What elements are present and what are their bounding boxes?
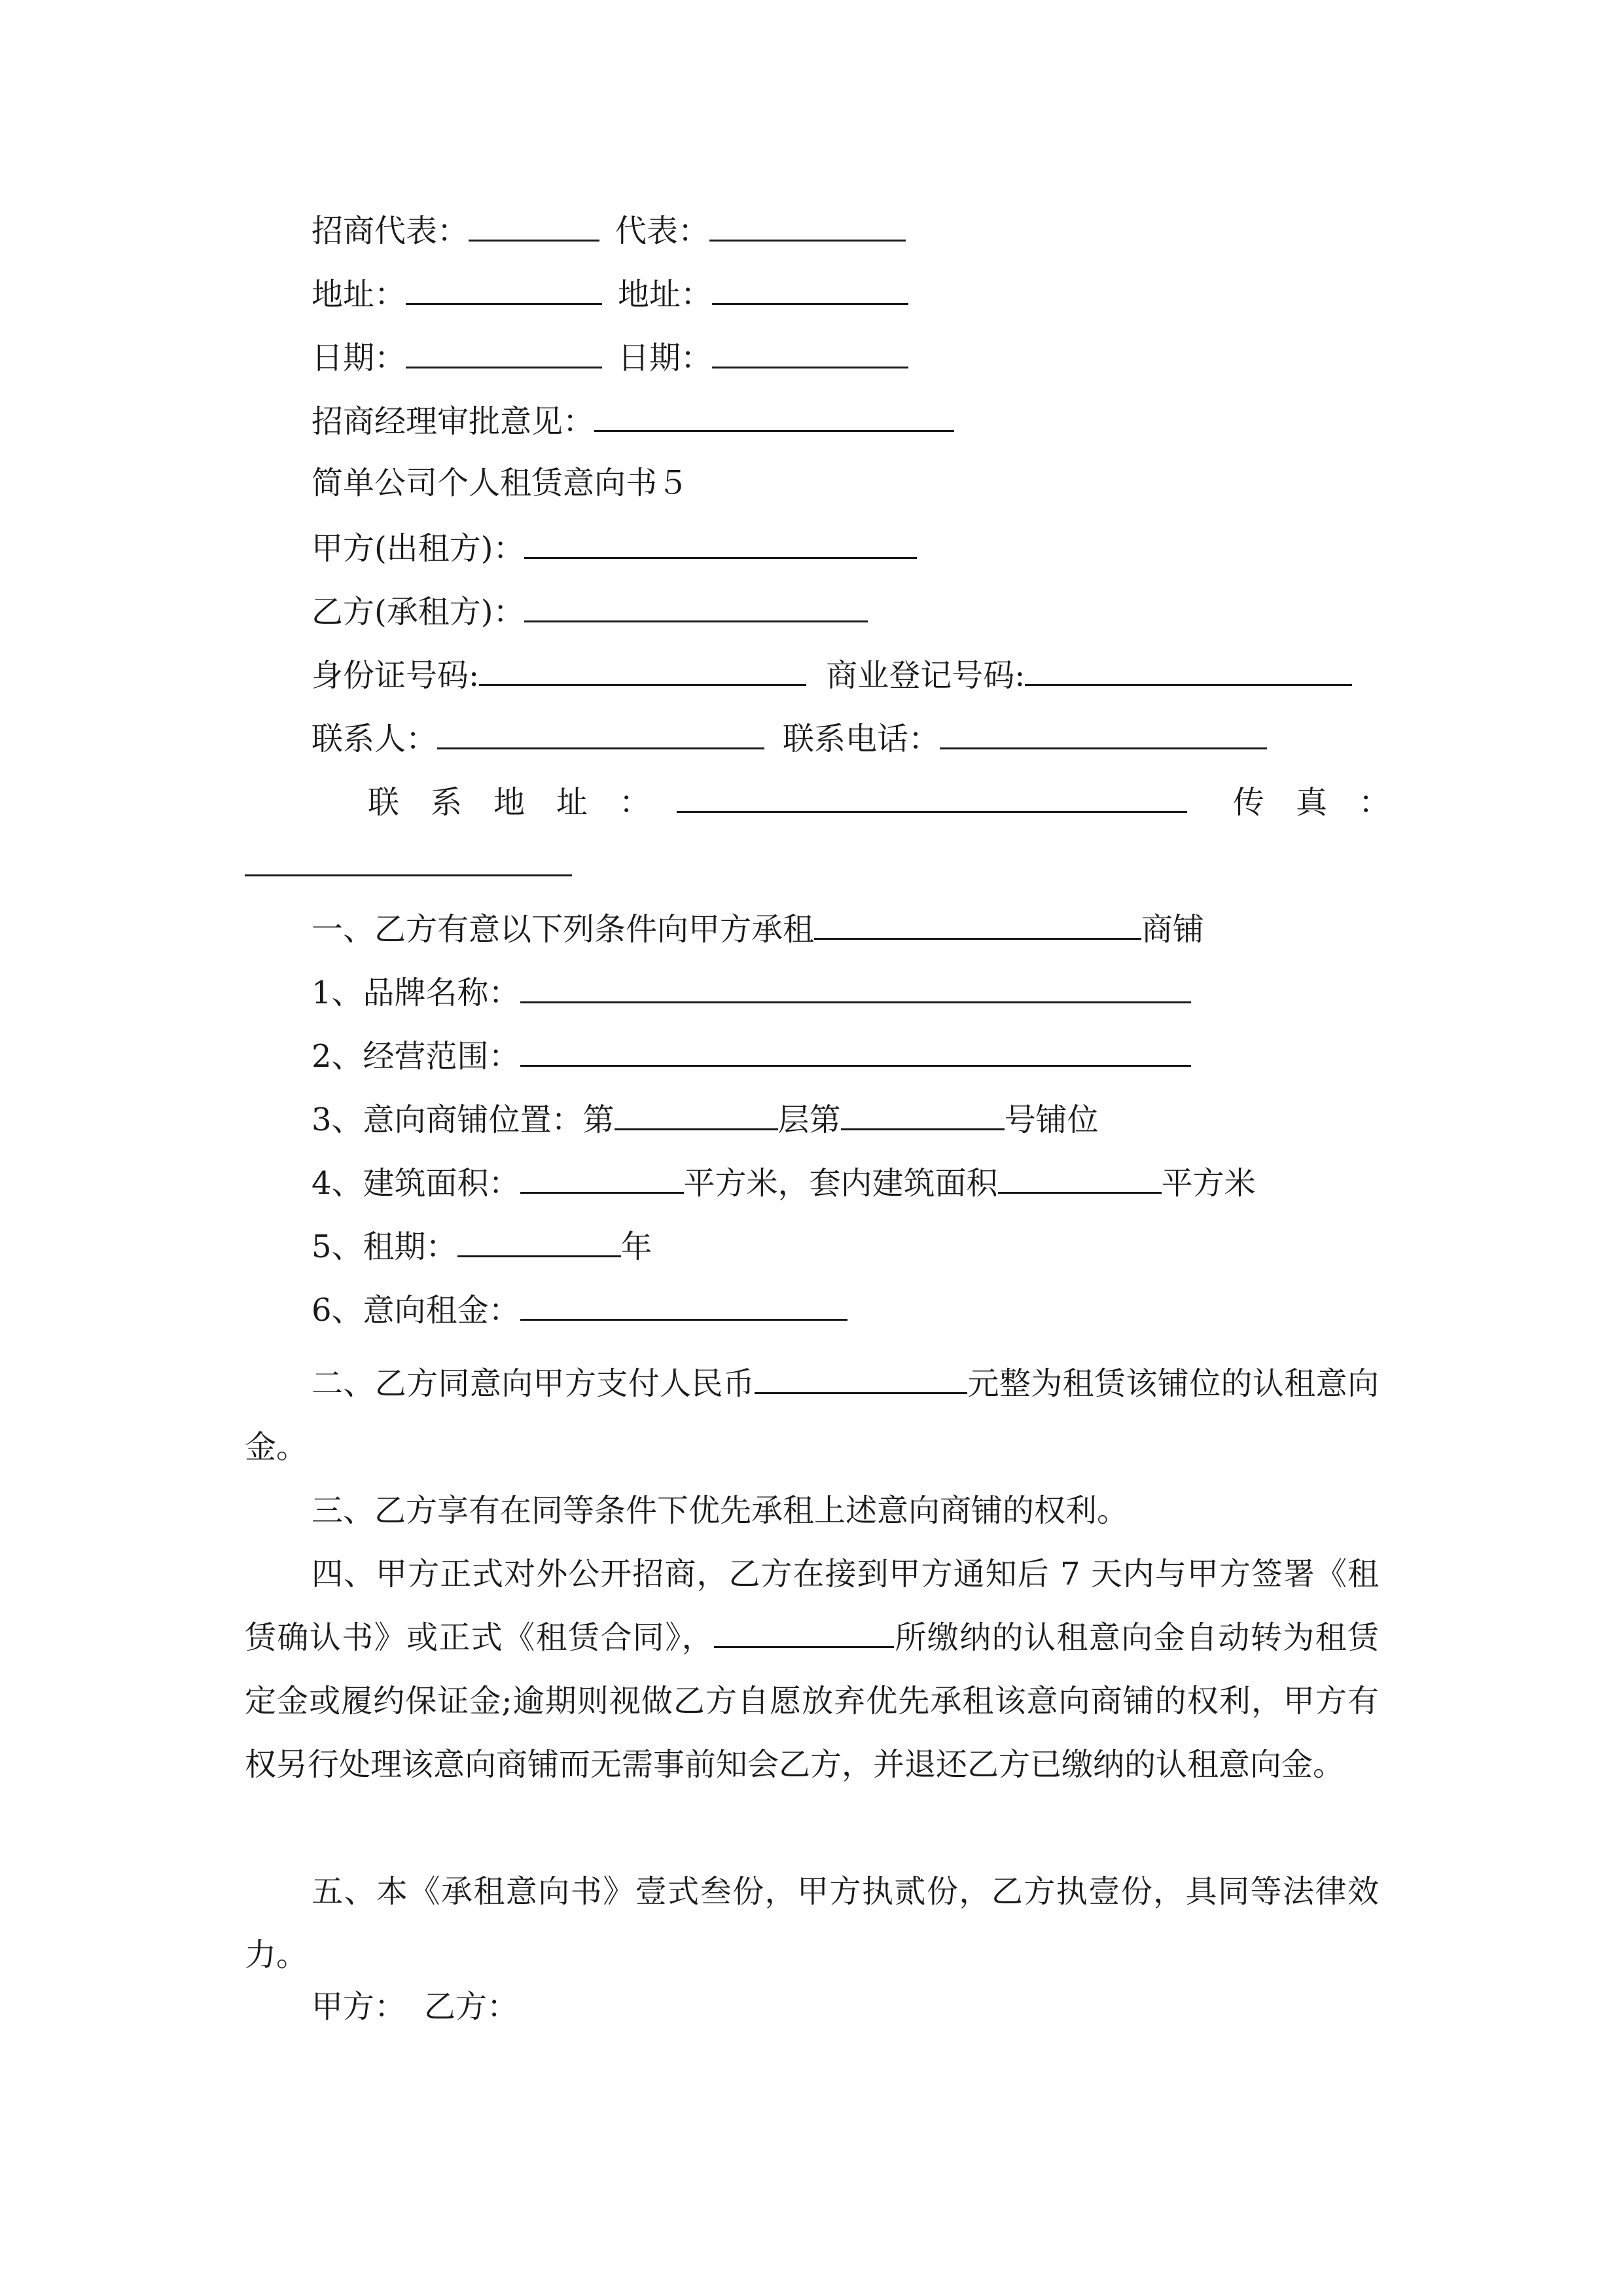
party-b-row	[312, 590, 868, 630]
item-3-unit-blank[interactable]	[841, 1098, 1005, 1130]
agent-label: 代表：	[615, 213, 710, 249]
item-5-suffix: 年	[620, 1229, 652, 1265]
contact-address-label: 联 系 地 址 ：	[368, 784, 651, 821]
date2-label: 日期：	[618, 340, 713, 376]
party-a-label: 甲方(出租方)：	[312, 530, 525, 567]
address2-label: 地址：	[618, 276, 713, 313]
item-5-row	[312, 1225, 652, 1265]
item-5-blank[interactable]	[457, 1225, 621, 1257]
item-4-row	[312, 1162, 1256, 1201]
header-rep-row	[312, 209, 906, 249]
item-1-label: 1、品牌名称：	[312, 975, 520, 1011]
item-4-suffix: 平方米	[1161, 1165, 1256, 1202]
address2-blank[interactable]	[712, 273, 908, 305]
date1-blank[interactable]	[406, 336, 602, 368]
signature-row	[312, 1987, 518, 2026]
party-b-label: 乙方(承租方)：	[312, 594, 525, 630]
clause-5: 五、本《承租意向书》壹式叁份，甲方执贰份，乙方执壹份，具同等法律效力。	[245, 1873, 1379, 1973]
clause-1-blank[interactable]	[814, 908, 1141, 940]
phone-label: 联系电话：	[783, 721, 940, 757]
clause-2-blank[interactable]	[755, 1362, 967, 1394]
rep-label: 招商代表：	[312, 213, 469, 249]
business-reg-blank[interactable]	[1025, 654, 1352, 686]
clause-4-suffix: 所缴纳的认租意向金自动转为租赁定金或履约保证金;逾期则视做乙方自愿放弃优先承租该意向商铺的权利，甲方有权另行处理该意向商铺而无需事前知会乙方，并退还乙方已缴纳的认租意向金。	[245, 1619, 1379, 1783]
party-b-blank[interactable]	[524, 590, 868, 622]
item-6-label: 6、意向租金：	[312, 1292, 520, 1329]
manager-approval-blank[interactable]	[594, 400, 954, 432]
address1-blank[interactable]	[406, 273, 602, 305]
item-4-mid: 平方米，套内建筑面积	[683, 1165, 998, 1202]
address1-label: 地址：	[312, 276, 406, 313]
item-2-blank[interactable]	[520, 1035, 1191, 1067]
item-2-label: 2、经营范围：	[312, 1038, 520, 1075]
clause-2-prefix: 二、乙方同意向甲方支付人民币	[312, 1365, 755, 1402]
phone-blank[interactable]	[940, 717, 1267, 749]
item-3-suffix: 号铺位	[1004, 1102, 1099, 1138]
contact-blank[interactable]	[437, 717, 764, 749]
fax-blank[interactable]	[245, 844, 572, 876]
clause-4	[245, 1543, 1379, 1797]
fax-row	[245, 844, 572, 884]
clause-1-prefix: 一、乙方有意以下列条件向甲方承租	[312, 911, 815, 948]
clause-2	[245, 1352, 1379, 1479]
contact-label: 联系人：	[312, 721, 438, 757]
item-1-row	[312, 971, 1191, 1011]
party-a-row	[312, 527, 917, 566]
item-5-prefix: 5、租期：	[312, 1229, 457, 1265]
signature-party-a: 甲方：	[312, 1988, 406, 2025]
item-2-row	[312, 1035, 1191, 1074]
id-row	[312, 654, 1352, 693]
contact-row	[312, 717, 1267, 757]
rep-blank[interactable]	[469, 209, 599, 242]
id-label: 身份证号码:	[312, 657, 480, 694]
clause-1-row	[312, 908, 1204, 947]
header-address-row	[312, 273, 908, 312]
item-1-blank[interactable]	[520, 971, 1191, 1003]
clause-4-blank[interactable]	[714, 1616, 894, 1648]
date2-blank[interactable]	[712, 336, 908, 368]
item-3-row	[312, 1098, 1099, 1138]
manager-approval-row	[312, 400, 954, 439]
item-3-floor-blank[interactable]	[615, 1098, 778, 1130]
signature-party-b: 乙方：	[424, 1988, 519, 2025]
item-3-prefix: 3、意向商铺位置：第	[312, 1102, 615, 1138]
clause-1-suffix: 商铺	[1141, 911, 1205, 948]
clause-4-prefix: 四、甲方正式对外公开招商，乙方在接到甲方通知后 7 天内与甲方签署《租赁确认书》或正式《租赁合同》，	[245, 1556, 1379, 1656]
header-date-row	[312, 336, 908, 376]
business-reg-label: 商业登记号码:	[826, 657, 1026, 694]
item-4-area-blank[interactable]	[520, 1162, 684, 1194]
section-title: 简单公司个人租赁意向书５	[312, 465, 689, 501]
item-4-prefix: 4、建筑面积：	[312, 1165, 520, 1202]
contact-address-row	[368, 781, 1390, 820]
item-3-mid: 层第	[777, 1102, 841, 1138]
item-6-row	[312, 1289, 847, 1328]
contact-address-blank[interactable]	[677, 781, 1187, 813]
clause-2-suffix: 元整为租赁该铺位的认租意向金。	[245, 1365, 1379, 1465]
clause-3: 三、乙方享有在同等条件下优先承租上述意向商铺的权利。	[312, 1492, 1129, 1529]
party-a-blank[interactable]	[524, 527, 917, 559]
item-6-blank[interactable]	[520, 1289, 847, 1321]
manager-approval-label: 招商经理审批意见：	[312, 403, 595, 440]
item-4-inner-area-blank[interactable]	[998, 1162, 1162, 1194]
agent-blank[interactable]	[709, 209, 906, 242]
fax-label: 传 真 ：	[1233, 784, 1391, 821]
date1-label: 日期：	[312, 340, 406, 376]
id-blank[interactable]	[479, 654, 806, 686]
